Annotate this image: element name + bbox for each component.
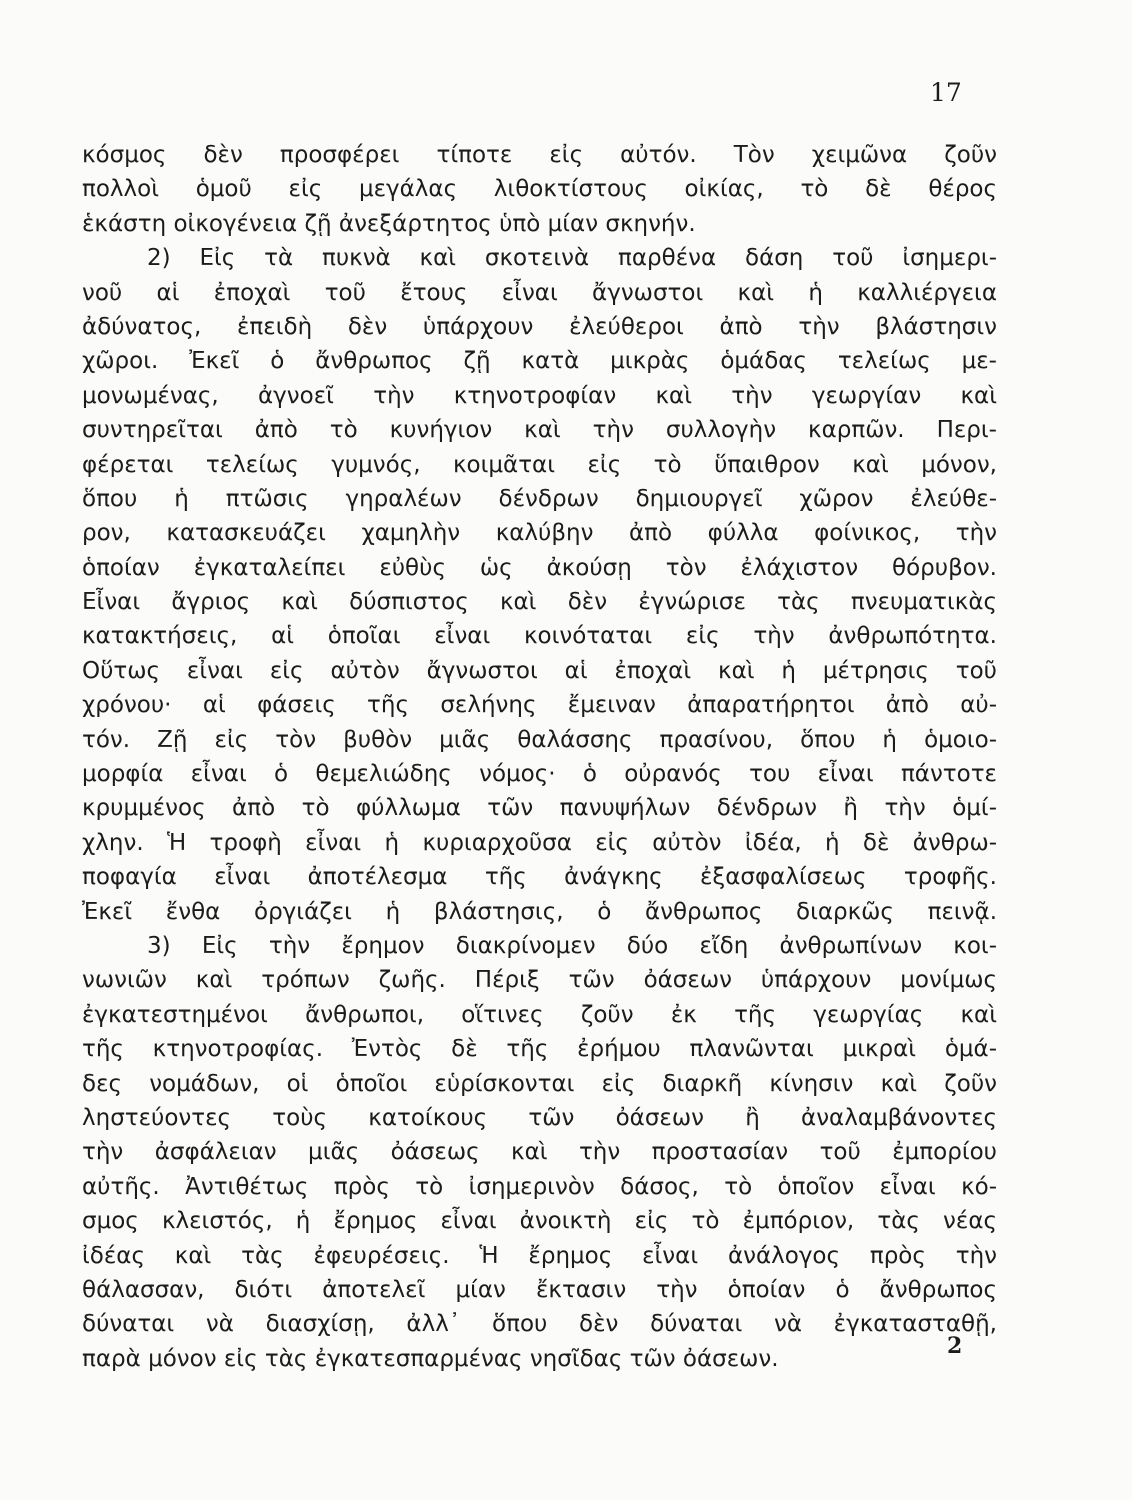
text-line: χρόνου· αἱ φάσεις τῆς σελήνης ἔμειναν ἀπαρατήρητοι ἀπὸ αὐ- [82, 692, 997, 719]
text-line: ἐγκατεστημένοι ἄνθρωποι, οἵτινες ζοῦν ἐκ τῆς γεωργίας καὶ [82, 1001, 997, 1028]
page-number: 17 [930, 78, 962, 107]
text-line: Εἶναι ἄγριος καὶ δύσπιστος καὶ δὲν ἐγνώρισε τὰς πνευματικὰς [82, 589, 997, 616]
text-line: ἑκάστη οἰκογένεια ζῇ ἀνεξάρτητος ὑπὸ μίαν σκηνήν. [82, 210, 696, 237]
text-line: πολλοὶ ὁμοῦ εἰς μεγάλας λιθοκτίστους οἰκίας, τὸ δὲ θέρος [82, 176, 997, 203]
text-line: τόν. Ζῇ εἰς τὸν βυθὸν μιᾶς θαλάσσης πρασίνου, ὅπου ἡ ὁμοιο- [82, 726, 997, 753]
text-line: συντηρεῖται ἀπὸ τὸ κυνήγιον καὶ τὴν συλλογὴν καρπῶν. Περι- [82, 417, 997, 444]
text-line: ὁποίαν ἐγκαταλείπει εὐθὺς ὡς ἀκούσῃ τὸν ἐλάχιστον θόρυβον. [82, 554, 997, 581]
text-line: παρὰ μόνον εἰς τὰς ἐγκατεσπαρμένας νησῖδας τῶν ὀάσεων. [82, 1345, 779, 1372]
text-line: ὅπου ἡ πτῶσις γηραλέων δένδρων δημιουργεῖ χῶρον ἐλεύθε- [82, 485, 997, 512]
text-line: κρυμμένος ἀπὸ τὸ φύλλωμα τῶν πανυψήλων δένδρων ἢ τὴν ὁμί- [82, 795, 997, 822]
paragraph-start-line: 3) Εἰς τὴν ἔρημον διακρίνομεν δύο εἴδη ἀνθρωπίνων κοι- [147, 932, 997, 959]
text-line: τὴν ἀσφάλειαν μιᾶς ὀάσεως καὶ τὴν προστασίαν τοῦ ἐμπορίου [82, 1139, 997, 1166]
text-line: Οὕτως εἶναι εἰς αὐτὸν ἄγνωστοι αἱ ἐποχαὶ καὶ ἡ μέτρησις τοῦ [82, 657, 997, 684]
text-line: νωνιῶν καὶ τρόπων ζωῆς. Πέριξ τῶν ὀάσεων ὑπάρχουν μονίμως [82, 967, 997, 994]
text-line: φέρεται τελείως γυμνός, κοιμᾶται εἰς τὸ ὕπαιθρον καὶ μόνον, [82, 451, 997, 478]
signature-mark: 2 [947, 1333, 963, 1359]
text-line: ἰδέας καὶ τὰς ἐφευρέσεις. Ἡ ἔρημος εἶναι ἀνάλογος πρὸς τὴν [82, 1242, 997, 1269]
text-line: σμος κλειστός, ἡ ἔρημος εἶναι ἀνοικτὴ εἰς τὸ ἐμπόριον, τὰς νέας [82, 1208, 997, 1235]
text-line: θάλασσαν, διότι ἀποτελεῖ μίαν ἔκτασιν τὴν ὁποίαν ὁ ἄνθρωπος [82, 1276, 997, 1303]
text-line: μορφία εἶναι ὁ θεμελιώδης νόμος· ὁ οὐρανός του εἶναι πάντοτε [82, 761, 997, 788]
paragraph-start-line: 2) Εἰς τὰ πυκνὰ καὶ σκοτεινὰ παρθένα δάση τοῦ ἰσημερι- [147, 245, 997, 272]
text-line: ληστεύοντες τοὺς κατοίκους τῶν ὀάσεων ἢ ἀναλαμβάνοντες [82, 1104, 997, 1131]
text-line: κατακτήσεις, αἱ ὁποῖαι εἶναι κοινόταται εἰς τὴν ἀνθρωπότητα. [82, 623, 997, 650]
text-line: δες νομάδων, οἱ ὁποῖοι εὑρίσκονται εἰς διαρκῆ κίνησιν καὶ ζοῦν [82, 1070, 997, 1097]
text-line: δύναται νὰ διασχίσῃ, ἀλλ᾽ ὅπου δὲν δύναται νὰ ἐγκατασταθῇ, [82, 1311, 997, 1338]
text-line: κόσμος δὲν προσφέρει τίποτε εἰς αὐτόν. Τὸν χειμῶνα ζοῦν [82, 142, 997, 168]
body-text [82, 138, 997, 1376]
text-line: ἀδύνατος, ἐπειδὴ δὲν ὑπάρχουν ἐλεύθεροι ἀπὸ τὴν βλάστησιν [82, 313, 997, 340]
text-line: χλην. Ἡ τροφὴ εἶναι ἡ κυριαρχοῦσα εἰς αὐτὸν ἰδέα, ἡ δὲ ἀνθρω- [82, 829, 997, 856]
text-line: μονωμένας, ἀγνοεῖ τὴν κτηνοτροφίαν καὶ τὴν γεωργίαν καὶ [82, 382, 997, 409]
text-line: νοῦ αἱ ἐποχαὶ τοῦ ἔτους εἶναι ἄγνωστοι καὶ ἡ καλλιέργεια [82, 279, 997, 306]
text-line: χῶροι. Ἐκεῖ ὁ ἄνθρωπος ζῇ κατὰ μικρὰς ὁμάδας τελείως με- [82, 348, 997, 375]
text-line: Ἐκεῖ ἔνθα ὀργιάζει ἡ βλάστησις, ὁ ἄνθρωπος διαρκῶς πεινᾷ. [82, 898, 997, 925]
text-line: τῆς κτηνοτροφίας. Ἐντὸς δὲ τῆς ἐρήμου πλανῶνται μικραὶ ὁμά- [82, 1036, 997, 1063]
text-line: ρον, κατασκευάζει χαμηλὴν καλύβην ἀπὸ φύλλα φοίνικος, τὴν [82, 520, 997, 547]
text-line: ποφαγία εἶναι ἀποτέλεσμα τῆς ἀνάγκης ἐξασφαλίσεως τροφῆς. [82, 864, 997, 891]
text-line: αὐτῆς. Ἀντιθέτως πρὸς τὸ ἰσημερινὸν δάσος, τὸ ὁποῖον εἶναι κό- [82, 1173, 997, 1200]
